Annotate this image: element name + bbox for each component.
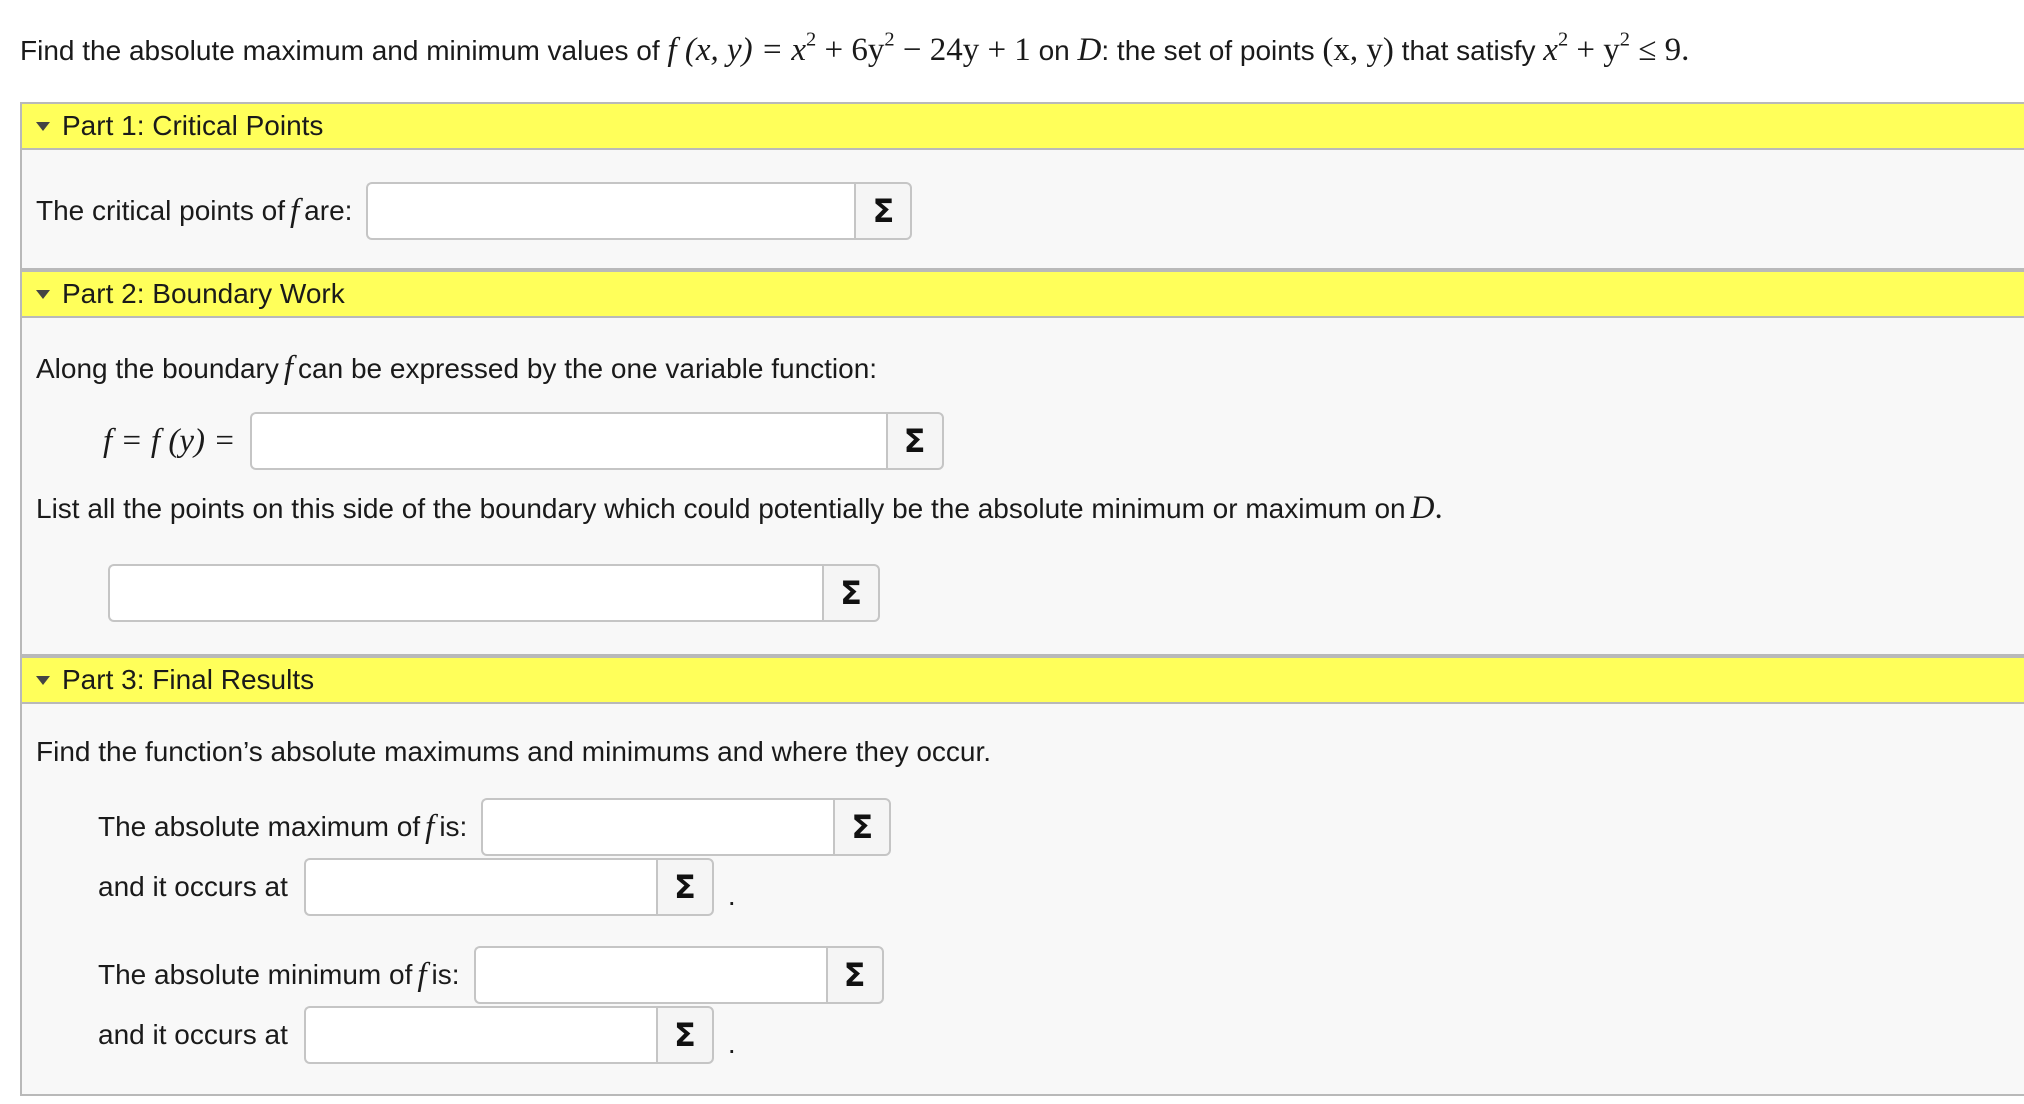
boundary-points-input[interactable]: [108, 564, 822, 622]
critical-points-answer: [366, 182, 912, 240]
part-2-panel: Part 2: Boundary Work Along the boundary f can be expressed by the one variable function: f = f (y) = Σ List all the points on this side of the boundary which could potentially be the absolute minimum or maximum on D. Σ: [20, 270, 2024, 656]
sigma-icon[interactable]: Σ: [826, 946, 884, 1004]
absolute-max-label-end: is:: [439, 811, 468, 842]
boundary-intro-end: can be expressed by the one variable function:: [298, 352, 878, 384]
part-2-title: Part 2: Boundary Work: [62, 278, 345, 309]
min-location-label: and it occurs at: [98, 1019, 288, 1050]
sigma-icon[interactable]: Σ: [822, 564, 880, 622]
boundary-function-label: f = f (y) =: [103, 422, 236, 459]
part-1-panel: [20, 102, 2024, 270]
domain-variable: D: [1077, 32, 1102, 68]
min-location-input[interactable]: [304, 1006, 656, 1064]
min-location-answer: [304, 1006, 714, 1064]
period: .: [727, 1028, 736, 1059]
f-variable: f: [417, 956, 427, 993]
sigma-icon[interactable]: Σ: [854, 182, 912, 240]
on-word: on: [1038, 35, 1070, 66]
collapse-triangle-icon[interactable]: [36, 122, 50, 131]
max-location-input[interactable]: [304, 858, 656, 916]
absolute-max-label: The absolute maximum of: [98, 811, 421, 842]
part-3-header[interactable]: [22, 658, 2024, 704]
critical-points-label-end: are:: [304, 195, 353, 226]
collapse-triangle-icon[interactable]: [36, 676, 50, 685]
constraint-expression: $x^2 + y^2 \le 9$.: [1543, 28, 1690, 68]
f-variable: f: [425, 808, 435, 845]
question-lead: Find the absolute maximum and minimum values of: [20, 35, 660, 66]
part-2-header[interactable]: [22, 272, 2024, 318]
part-3-panel: [20, 656, 2024, 1096]
that-satisfy-text: that satisfy: [1401, 35, 1536, 66]
absolute-min-label: The absolute minimum of: [98, 959, 413, 990]
part-1-title: Part 1: Critical Points: [62, 110, 324, 141]
f-variable: f: [283, 350, 294, 386]
absolute-min-answer: [474, 946, 884, 1004]
absolute-max-input[interactable]: [481, 798, 833, 856]
absolute-min-label-end: is:: [431, 959, 460, 990]
critical-points-label: The critical points of: [36, 195, 285, 226]
sigma-icon[interactable]: Σ: [656, 1006, 714, 1064]
absolute-max-answer: [481, 798, 891, 856]
collapse-triangle-icon[interactable]: [36, 290, 50, 299]
question-text: [20, 28, 1690, 69]
boundary-points-answer: [108, 564, 880, 622]
sigma-icon[interactable]: Σ: [833, 798, 891, 856]
part-1-header[interactable]: [22, 104, 2024, 150]
sigma-icon[interactable]: Σ: [656, 858, 714, 916]
point-xy: (x, y): [1322, 32, 1394, 68]
boundary-intro: Along the boundary: [36, 352, 279, 384]
max-location-label: and it occurs at: [98, 871, 288, 902]
max-location-answer: [304, 858, 714, 916]
absolute-min-input[interactable]: [474, 946, 826, 1004]
sigma-icon[interactable]: Σ: [886, 412, 944, 470]
boundary-function-answer: [250, 412, 944, 470]
critical-points-input[interactable]: [366, 182, 854, 240]
period: .: [727, 880, 736, 911]
f-variable: f: [290, 192, 300, 229]
boundary-points-instruction: List all the points on this side of the boundary which could potentially be the absolute minimum or maximum on: [36, 492, 1406, 524]
boundary-function-input[interactable]: [250, 412, 886, 470]
final-results-intro: Find the function’s absolute maximums and minimums and where they occur.: [36, 736, 992, 767]
domain-description: : the set of points: [1101, 35, 1315, 66]
part-3-title: Part 3: Final Results: [62, 664, 315, 695]
domain-variable: D: [1410, 490, 1435, 526]
function-expression: f (x, $y) = x^2 + 6y^2 - 24y + 1$: [667, 28, 1031, 68]
